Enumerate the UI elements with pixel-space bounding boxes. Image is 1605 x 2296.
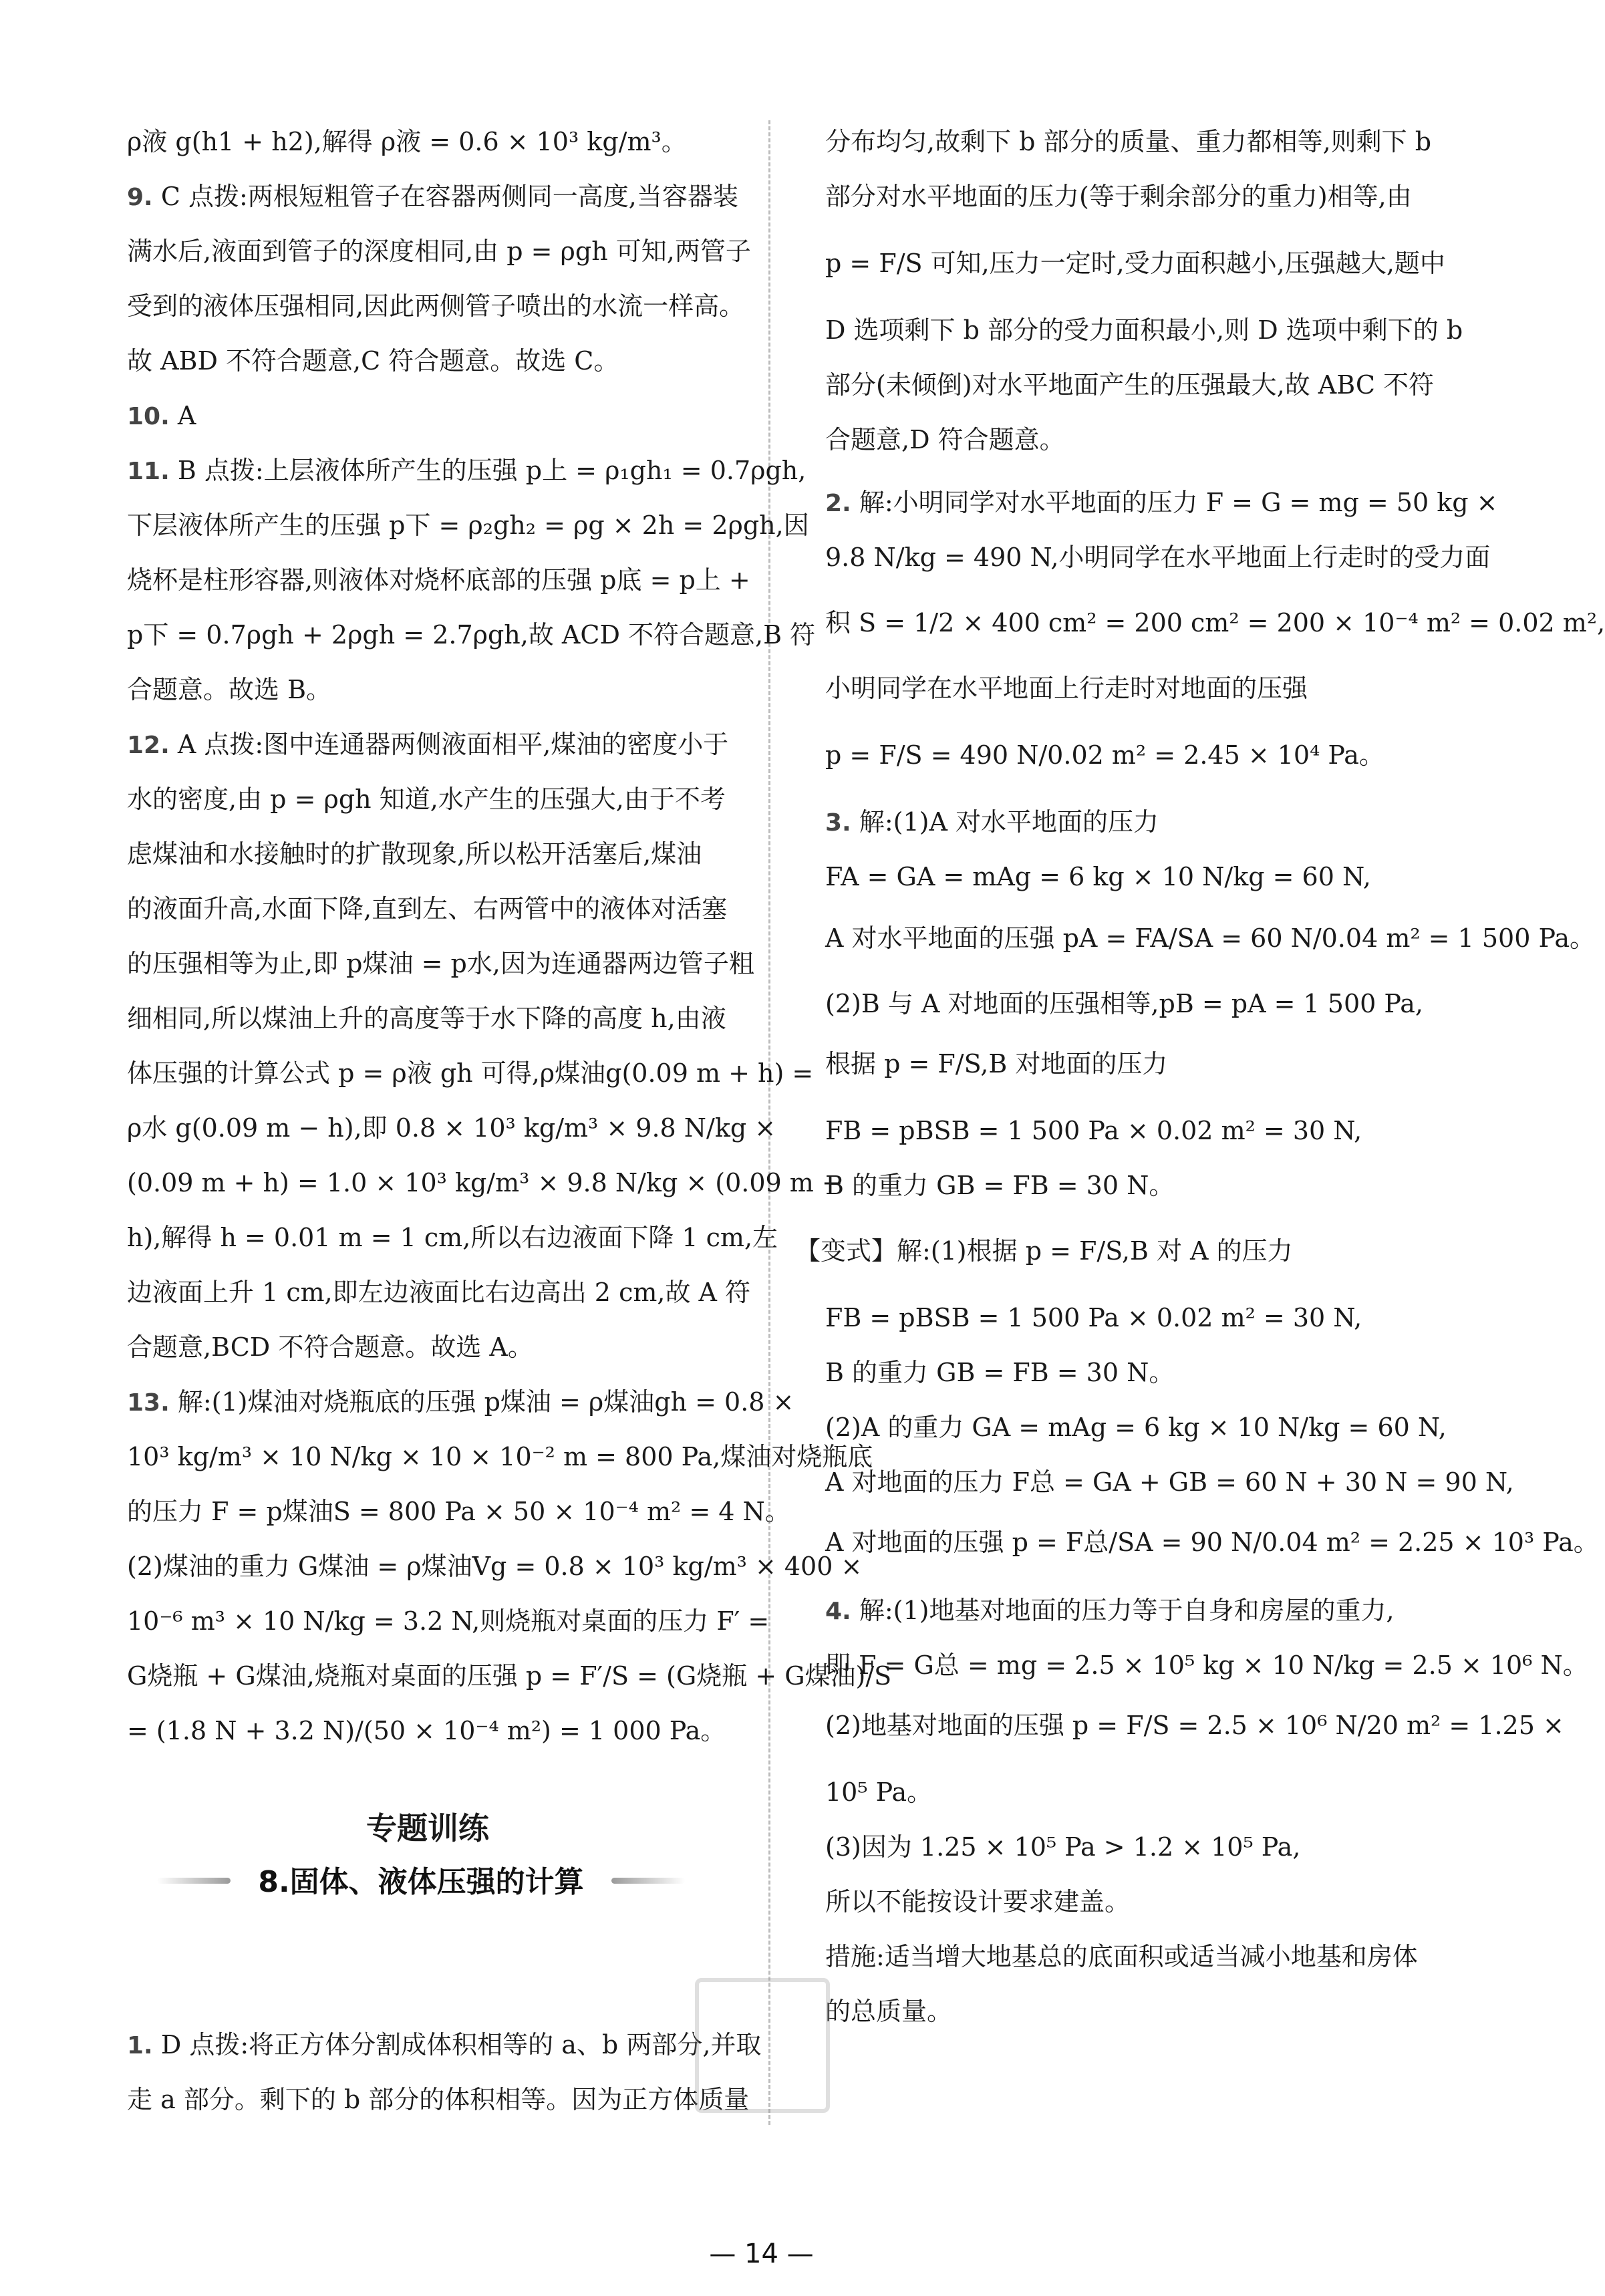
text-line: 合题意,D 符合题意。 <box>825 425 1065 454</box>
text-line: p = F/S 可知,压力一定时,受力面积越小,压强越大,题中 <box>825 249 1445 278</box>
text-line: B 的重力 GB = FB = 30 N。 <box>825 1171 1175 1200</box>
text-line: 下层液体所产生的压强 p下 = ρ₂gh₂ = ρg × 2h = 2ρgh,因 <box>127 511 809 540</box>
answer-1: 1. D 点拨:将正方体分割成体积相等的 a、b 两部分,并取 <box>127 2030 762 2059</box>
text-line: 部分(未倾倒)对水平地面产生的压强最大,故 ABC 不符 <box>825 370 1435 400</box>
text-line: 10³ kg/m³ × 10 N/kg × 10 × 10⁻² m = 800 Pa,煤油对烧瓶底 <box>127 1442 873 1471</box>
answer-2: 2. 解:小明同学对水平地面的压力 F = G = mg = 50 kg × <box>825 488 1498 517</box>
text-line: A 对地面的压强 p = F总/SA = 90 N/0.04 m² = 2.25 × 10³ Pa。 <box>825 1528 1599 1557</box>
text-line: FA = GA = mAg = 6 kg × 10 N/kg = 60 N, <box>825 862 1371 891</box>
topic-banner <box>157 1858 685 1906</box>
text-line: 烧杯是柱形容器,则液体对烧杯底部的压强 p底 = p上 + <box>127 565 750 595</box>
text-line: 分布均匀,故剩下 b 部分的质量、重力都相等,则剩下 b <box>825 127 1432 156</box>
text-line: 的总质量。 <box>825 1997 953 2026</box>
text-line: A 对地面的压力 F总 = GA + GB = 60 N + 30 N = 90 N, <box>825 1467 1514 1497</box>
text-line: 满水后,液面到管子的深度相同,由 p = ρgh 可知,两管子 <box>127 237 751 266</box>
text-line: 受到的液体压强相同,因此两侧管子喷出的水流一样高。 <box>127 291 745 321</box>
text-line: 措施:适当增大地基总的底面积或适当减小地基和房体 <box>825 1942 1418 1971</box>
text-line: 9.8 N/kg = 490 N,小明同学在水平地面上行走时的受力面 <box>825 543 1491 572</box>
variant-heading: 【变式】解:(1)根据 p = F/S,B 对 A 的压力 <box>795 1236 1293 1266</box>
text-line: 10⁻⁶ m³ × 10 N/kg = 3.2 N,则烧瓶对桌面的压力 F′ = <box>127 1606 770 1636</box>
banner-title: 8.固体、液体压强的计算 <box>258 1865 584 1899</box>
text-line: 根据 p = F/S,B 对地面的压力 <box>825 1049 1168 1079</box>
answer-3: 3. 解:(1)A 对水平地面的压力 <box>825 807 1159 837</box>
text-line: D 选项剩下 b 部分的受力面积最小,则 D 选项中剩下的 b <box>825 315 1463 345</box>
text-line: (2)B 与 A 对地面的压强相等,pB = pA = 1 500 Pa, <box>825 989 1423 1018</box>
text-line: FB = pBSB = 1 500 Pa × 0.02 m² = 30 N, <box>825 1303 1362 1332</box>
text-line: ρ水 g(0.09 m − h),即 0.8 × 10³ kg/m³ × 9.8 N/kg × <box>127 1113 776 1143</box>
text-line: 所以不能按设计要求建盖。 <box>825 1887 1131 1916</box>
text-line: 合题意。故选 B。 <box>127 675 332 704</box>
text-line: 的液面升高,水面下降,直到左、右两管中的液体对活塞 <box>127 894 728 923</box>
text-line: G烧瓶 + G煤油,烧瓶对桌面的压强 p = F′/S = (G烧瓶 + G煤油)/S <box>127 1661 892 1691</box>
text-line: (2)A 的重力 GA = mAg = 6 kg × 10 N/kg = 60 N, <box>825 1413 1447 1442</box>
text-line: 虑煤油和水接触时的扩散现象,所以松开活塞后,煤油 <box>127 839 702 869</box>
watermark-stamp <box>695 1978 830 2113</box>
text-line: FB = pBSB = 1 500 Pa × 0.02 m² = 30 N, <box>825 1116 1362 1145</box>
answer-11: 11. B 点拨:上层液体所产生的压强 p上 = ρ₁gh₁ = 0.7ρgh, <box>127 456 807 485</box>
text-line: 部分对水平地面的压力(等于剩余部分的重力)相等,由 <box>825 182 1412 211</box>
text-line: = (1.8 N + 3.2 N)/(50 × 10⁻⁴ m²) = 1 000 Pa。 <box>127 1716 726 1745</box>
answer-4: 4. 解:(1)地基对地面的压力等于自身和房屋的重力, <box>825 1596 1395 1625</box>
text-line: 走 a 部分。剩下的 b 部分的体积相等。因为正方体质量 <box>127 2085 750 2114</box>
text-line: 积 S = 1/2 × 400 cm² = 200 cm² = 200 × 10⁻⁴ m² = 0.02 m², <box>825 608 1605 637</box>
text-line: (3)因为 1.25 × 10⁵ Pa > 1.2 × 10⁵ Pa, <box>825 1832 1301 1862</box>
answer-10: 10. A <box>127 401 196 430</box>
answer-12: 12. A 点拨:图中连通器两侧液面相平,煤油的密度小于 <box>127 730 729 759</box>
text-line: ρ液 g(h1 + h2),解得 ρ液 = 0.6 × 10³ kg/m³。 <box>127 127 687 156</box>
text-line: h),解得 h = 0.01 m = 1 cm,所以右边液面下降 1 cm,左 <box>127 1223 778 1252</box>
text-line: 合题意,BCD 不符合题意。故选 A。 <box>127 1332 533 1362</box>
text-line: B 的重力 GB = FB = 30 N。 <box>825 1358 1175 1387</box>
text-line: 的压力 F = p煤油S = 800 Pa × 50 × 10⁻⁴ m² = 4 N。 <box>127 1497 790 1526</box>
text-line: 水的密度,由 p = ρgh 知道,水产生的压强大,由于不考 <box>127 784 726 814</box>
text-line: p = F/S = 490 N/0.02 m² = 2.45 × 10⁴ Pa。 <box>825 740 1384 770</box>
text-line: 10⁵ Pa。 <box>825 1777 933 1807</box>
text-line: A 对水平地面的压强 pA = FA/SA = 60 N/0.04 m² = 1 500 Pa。 <box>825 923 1595 953</box>
section-title: 专题训练 <box>366 1810 489 1846</box>
answer-13: 13. 解:(1)煤油对烧瓶底的压强 p煤油 = ρ煤油gh = 0.8 × <box>127 1387 794 1417</box>
text-line: 故 ABD 不符合题意,C 符合题意。故选 C。 <box>127 346 619 376</box>
text-line: 体压强的计算公式 p = ρ液 gh 可得,ρ煤油g(0.09 m + h) = <box>127 1058 814 1088</box>
text-line: (2)地基对地面的压强 p = F/S = 2.5 × 10⁶ N/20 m² = 1.25 × <box>825 1711 1564 1740</box>
answer-9: 9. C 点拨:两根短粗管子在容器两侧同一高度,当容器装 <box>127 182 738 211</box>
text-line: (0.09 m + h) = 1.0 × 10³ kg/m³ × 9.8 N/kg × (0.09 m − <box>127 1168 843 1197</box>
banner-right-bar <box>611 1878 685 1884</box>
text-line: 即 F = G总 = mg = 2.5 × 10⁵ kg × 10 N/kg = 2.5 × 10⁶ N。 <box>825 1651 1588 1680</box>
text-line: 细相同,所以煤油上升的高度等于水下降的高度 h,由液 <box>127 1004 726 1033</box>
text-line: p下 = 0.7ρgh + 2ρgh = 2.7ρgh,故 ACD 不符合题意,B 符 <box>127 620 816 650</box>
text-line: 的压强相等为止,即 p煤油 = p水,因为连通器两边管子粗 <box>127 949 754 978</box>
text-line: 小明同学在水平地面上行走时对地面的压强 <box>825 674 1308 703</box>
text-line: (2)煤油的重力 G煤油 = ρ煤油Vg = 0.8 × 10³ kg/m³ × 400 × <box>127 1552 863 1581</box>
page-number: — 14 — <box>709 2239 814 2269</box>
text-line: 边液面上升 1 cm,即左边液面比右边高出 2 cm,故 A 符 <box>127 1278 751 1307</box>
